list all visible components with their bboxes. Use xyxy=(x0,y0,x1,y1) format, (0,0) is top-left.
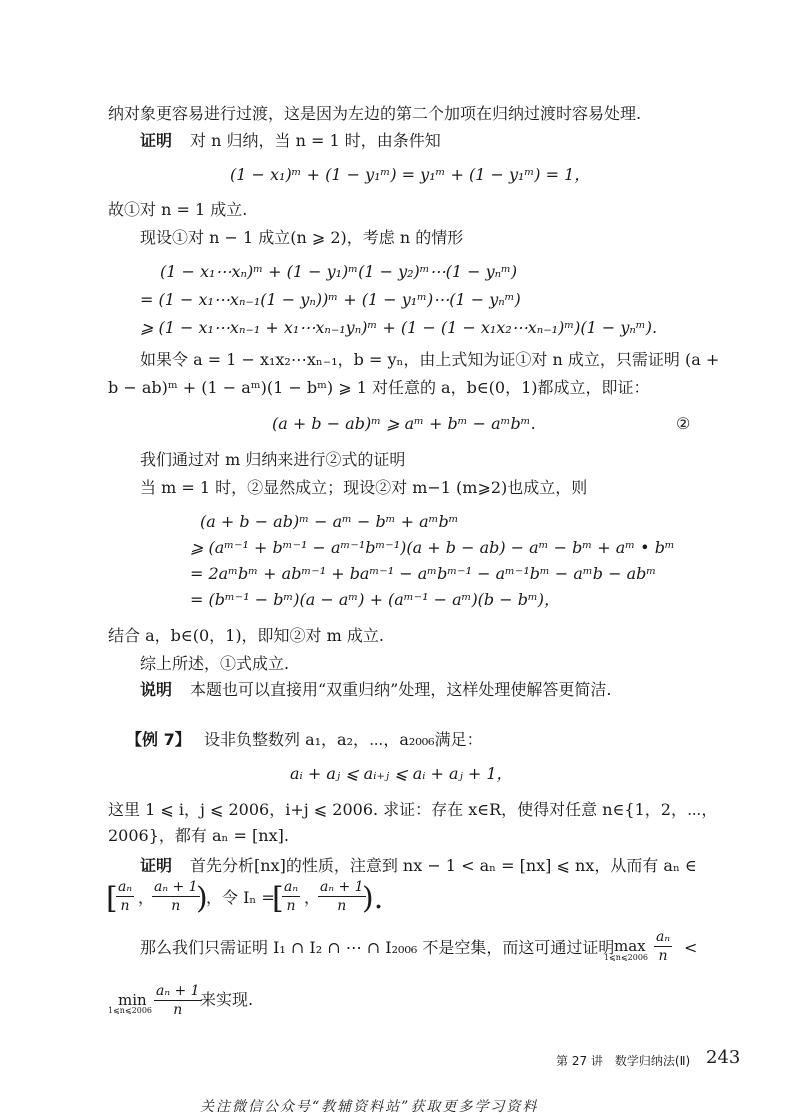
equation: (a + b − ab)ᵐ − aᵐ − bᵐ + aᵐbᵐ xyxy=(200,512,459,531)
equation: aᵢ + aⱼ ⩽ aᵢ₊ⱼ ⩽ aᵢ + aⱼ + 1， xyxy=(290,764,513,783)
fraction-numerator: aₙ + 1 xyxy=(320,879,364,895)
min-subscript: 1⩽n⩽2006 xyxy=(108,1006,153,1015)
equation: = (1 − x₁⋯xₙ₋₁(1 − yₙ))ᵐ + (1 − y₁ᵐ)⋯(1 − yₙᵐ) xyxy=(140,290,521,309)
min-operator: min xyxy=(118,991,147,1009)
text-line: 设非负整数列 a₁，a₂，⋯，a₂₀₀₆满足： xyxy=(204,730,483,749)
text-line: 来实现. xyxy=(200,990,254,1009)
max-operator: max xyxy=(614,937,646,955)
fraction-denominator: n xyxy=(120,898,130,914)
text-line: 综上所述，①式成立. xyxy=(140,654,290,673)
text-line: 我们通过对 m 归纳来进行②式的证明 xyxy=(140,450,406,469)
page-number: 243 xyxy=(706,1047,741,1068)
text-line: 对 n 归纳，当 n = 1 时，由条件知 xyxy=(190,131,441,150)
text-line: 那么我们只需证明 I₁ ∩ I₂ ∩ ⋯ ∩ I₂₀₀₆ 不是空集，而这可通过证明 xyxy=(140,938,615,957)
comma: ， xyxy=(304,888,321,907)
fraction xyxy=(152,878,200,915)
fraction-numerator: aₙ xyxy=(284,879,299,895)
less-than: < xyxy=(684,938,698,957)
equation: (1 − x₁⋯xₙ)ᵐ + (1 − y₁)ᵐ(1 − y₂)ᵐ⋯(1 − yₙᵐ) xyxy=(160,262,518,281)
fraction-denominator: n xyxy=(658,948,668,964)
fraction-numerator: aₙ xyxy=(118,879,133,895)
equation: ⩾ (aᵐ⁻¹ + bᵐ⁻¹ − aᵐ⁻¹bᵐ⁻¹)(a + b − ab) − aᵐ − bᵐ + aᵐ • bᵐ xyxy=(190,538,675,557)
chapter-footer: 第 27 讲 数学归纳法(Ⅱ) xyxy=(556,1054,691,1068)
fraction xyxy=(318,878,366,915)
fraction xyxy=(282,878,300,915)
bracket-left: [ xyxy=(272,881,284,916)
text-line: 当 m = 1 时，②显然成立；现设②对 m−1 (m⩾2)也成立，则 xyxy=(140,478,588,497)
equation: (a + b − ab)ᵐ ⩾ aᵐ + bᵐ − aᵐbᵐ. xyxy=(272,414,536,433)
text-line: 如果令 a = 1 − x₁x₂⋯xₙ₋₁，b = yₙ，由上式知为证①对 n 成立，只需证明 (a + xyxy=(140,350,720,369)
bracket-left: [ xyxy=(106,881,118,916)
paren-right: ) xyxy=(196,881,208,916)
equation: ⩾ (1 − x₁⋯xₙ₋₁ + x₁⋯xₙ₋₁yₙ)ᵐ + (1 − (1 − x₁x₂⋯xₙ₋₁)ᵐ)(1 − yₙᵐ). xyxy=(140,318,658,337)
fraction-numerator: aₙ + 1 xyxy=(156,983,200,999)
fraction xyxy=(654,928,672,965)
equation: = (bᵐ⁻¹ − bᵐ)(a − aᵐ) + (aᵐ⁻¹ − aᵐ)(b − bᵐ)， xyxy=(190,590,561,609)
text-line: 现设①对 n − 1 成立(n ⩾ 2)，考虑 n 的情形 xyxy=(140,228,464,247)
text-line: ，令 Iₙ = xyxy=(206,888,275,907)
paren-right: ). xyxy=(362,881,384,916)
text-line: 这里 1 ⩽ i，j ⩽ 2006，i+j ⩽ 2006. 求证：存在 x∈R，使得对任意 n∈{1，2，⋯， xyxy=(108,800,718,819)
fraction-denominator: n xyxy=(337,898,347,914)
fraction-numerator: aₙ xyxy=(656,929,671,945)
text-line: b − ab)ᵐ + (1 − aᵐ)(1 − bᵐ) ⩾ 1 对任意的 a，b∈(0，1)都成立，即证： xyxy=(108,378,650,397)
text-line: 本题也可以直接用“双重归纳”处理，这样处理使解答更简洁. xyxy=(190,680,612,699)
equation: = 2aᵐbᵐ + abᵐ⁻¹ + baᵐ⁻¹ − aᵐbᵐ⁻¹ − aᵐ⁻¹bᵐ − aᵐb − abᵐ xyxy=(190,564,657,583)
note-label: 说明 xyxy=(140,680,173,699)
equation: (1 − x₁)ᵐ + (1 − y₁ᵐ) = y₁ᵐ + (1 − y₁ᵐ) = 1， xyxy=(230,165,591,184)
example-label: 【例 7】 xyxy=(126,730,191,749)
fraction-denominator: n xyxy=(173,1002,183,1018)
proof-label: 证明 xyxy=(140,131,173,150)
text-line: 首先分析[nx]的性质，注意到 nx − 1 < aₙ = [nx] ⩽ nx，从而有 aₙ ∈ xyxy=(190,856,697,875)
text-line: 结合 a，b∈(0，1)，即知②对 m 成立. xyxy=(108,626,384,645)
fraction xyxy=(116,878,134,915)
watermark-text: 关注微信公众号“教辅资料站”获取更多学习资料 xyxy=(200,1099,539,1115)
fraction xyxy=(154,982,202,1019)
proof-label: 证明 xyxy=(140,856,173,875)
fraction-denominator: n xyxy=(171,898,181,914)
fraction-numerator: aₙ + 1 xyxy=(154,879,198,895)
comma: ， xyxy=(138,888,155,907)
max-subscript: 1⩽n⩽2006 xyxy=(604,953,649,962)
text-line: 故①对 n = 1 成立. xyxy=(108,200,248,219)
fraction-denominator: n xyxy=(286,898,296,914)
text-line: 2006}，都有 aₙ = [nx]. xyxy=(108,826,289,845)
text-line: 纳对象更容易进行过渡，这是因为左边的第二个加项在归纳过渡时容易处理. xyxy=(108,104,642,123)
equation-tag: ② xyxy=(676,414,691,433)
